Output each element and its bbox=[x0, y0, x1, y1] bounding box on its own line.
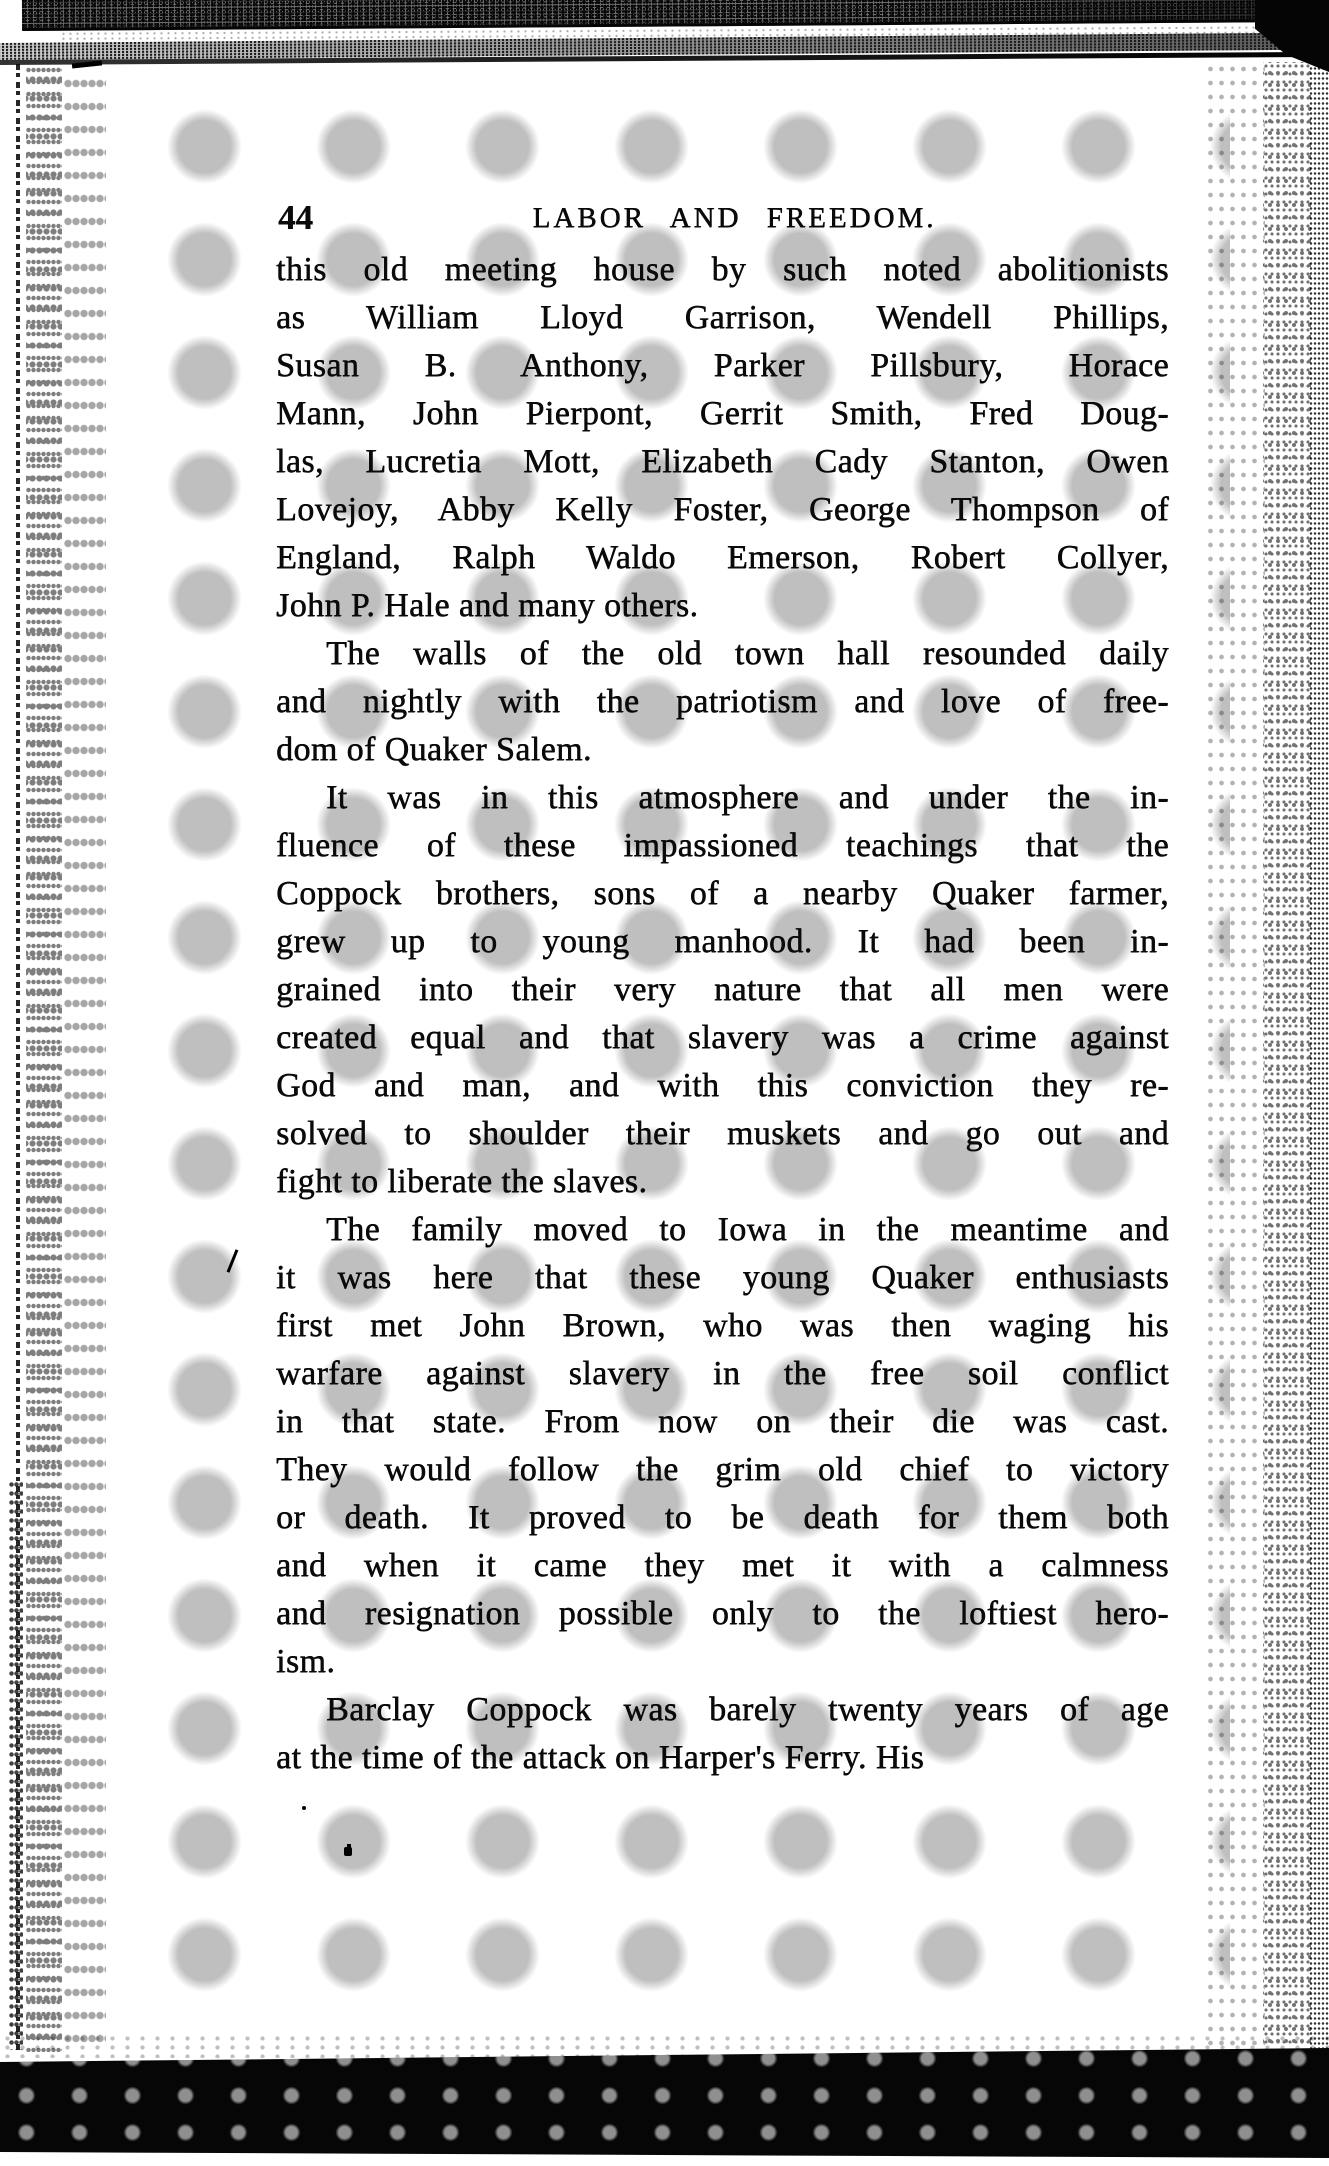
text-line: The walls of the old town hall resounded daily bbox=[326, 635, 1169, 672]
scan-noise-stray-slash bbox=[227, 1249, 239, 1272]
scan-noise-left-gutter-dots-outer bbox=[64, 72, 106, 2050]
text-line: or death. It proved to be death for them both bbox=[276, 1499, 1169, 1536]
text-line: They would follow the grim old chief to victory bbox=[276, 1451, 1169, 1488]
scan-noise-top-right-blob bbox=[1255, 0, 1329, 72]
scan-noise-left-gutter-line bbox=[16, 64, 20, 2052]
text-line: Lovejoy, Abby Kelly Foster, George Thompson of bbox=[276, 491, 1169, 528]
page-number: 44 bbox=[278, 198, 313, 237]
text-line: Barclay Coppock was barely twenty years of age bbox=[326, 1691, 1169, 1728]
text-line: grew up to young manhood. It had been in- bbox=[276, 923, 1169, 960]
scan-noise-right-edge-dense bbox=[1309, 66, 1329, 2052]
scan-noise-stray-dot bbox=[302, 1806, 306, 1810]
text-line: ism. bbox=[276, 1643, 336, 1680]
text-line: and resignation possible only to the loftiest hero- bbox=[276, 1595, 1169, 1632]
text-line: solved to shoulder their muskets and go out and bbox=[276, 1115, 1169, 1152]
text-line: as William Lloyd Garrison, Wendell Phillips, bbox=[276, 299, 1169, 336]
text-line: warfare against slavery in the free soil conflict bbox=[276, 1355, 1169, 1392]
text-line: las, Lucretia Mott, Elizabeth Cady Stanton, Owen bbox=[276, 443, 1169, 480]
text-line: Mann, John Pierpont, Gerrit Smith, Fred Doug- bbox=[276, 395, 1169, 432]
text-line: Coppock brothers, sons of a nearby Quaker farmer, bbox=[276, 875, 1169, 912]
text-line: John P. Hale and many others. bbox=[276, 587, 699, 624]
text-line: in that state. From now on their die was cast. bbox=[276, 1403, 1169, 1440]
scan-noise-dash-mark bbox=[72, 60, 102, 68]
scan-noise-left-gutter-dots bbox=[26, 64, 62, 2052]
text-line: and when it came they met it with a calmness bbox=[276, 1547, 1169, 1584]
scan-noise-bottom-band bbox=[0, 2040, 1329, 2166]
scan-noise-left-gutter-heavy bbox=[9, 1480, 23, 2050]
scan-noise-top-edge-line bbox=[0, 52, 1329, 65]
text-line: and nightly with the patriotism and love of free- bbox=[276, 683, 1169, 720]
text-line: fight to liberate the slaves. bbox=[276, 1163, 648, 1200]
text-line: grained into their very nature that all men were bbox=[276, 971, 1169, 1008]
text-line: fluence of these impassioned teachings that the bbox=[276, 827, 1169, 864]
text-line: first met John Brown, who was then waging his bbox=[276, 1307, 1169, 1344]
text-line: The family moved to Iowa in the meantime and bbox=[326, 1211, 1169, 1248]
text-line: Susan B. Anthony, Parker Pillsbury, Horace bbox=[276, 347, 1169, 384]
running-title: LABOR AND FREEDOM. bbox=[532, 202, 937, 234]
text-line: created equal and that slavery was a crime against bbox=[276, 1019, 1169, 1056]
scan-noise-top-band-secondary bbox=[0, 32, 1329, 60]
scan-noise-stray-blob bbox=[344, 1847, 352, 1856]
scan-noise-bottom-speckles bbox=[0, 2034, 1329, 2058]
text-line: this old meeting house by such noted abolitionists bbox=[276, 251, 1169, 288]
text-line: God and man, and with this conviction they re- bbox=[276, 1067, 1169, 1104]
scan-noise-top-band bbox=[22, 0, 1329, 31]
page-body bbox=[276, 246, 1169, 1782]
text-line: at the time of the attack on Harper's Ferry. His bbox=[276, 1739, 925, 1776]
text-line: It was in this atmosphere and under the in- bbox=[326, 779, 1169, 816]
text-line: it was here that these young Quaker enthusiasts bbox=[276, 1259, 1169, 1296]
scan-noise-right-edge-mid bbox=[1263, 62, 1311, 2052]
scan-noise-right-edge-sparse bbox=[1205, 62, 1265, 2050]
text-line: England, Ralph Waldo Emerson, Robert Collyer, bbox=[276, 539, 1169, 576]
text-line: dom of Quaker Salem. bbox=[276, 731, 592, 768]
scan-noise-top-gap-speckles bbox=[60, 25, 1329, 49]
page-header bbox=[276, 198, 1169, 244]
